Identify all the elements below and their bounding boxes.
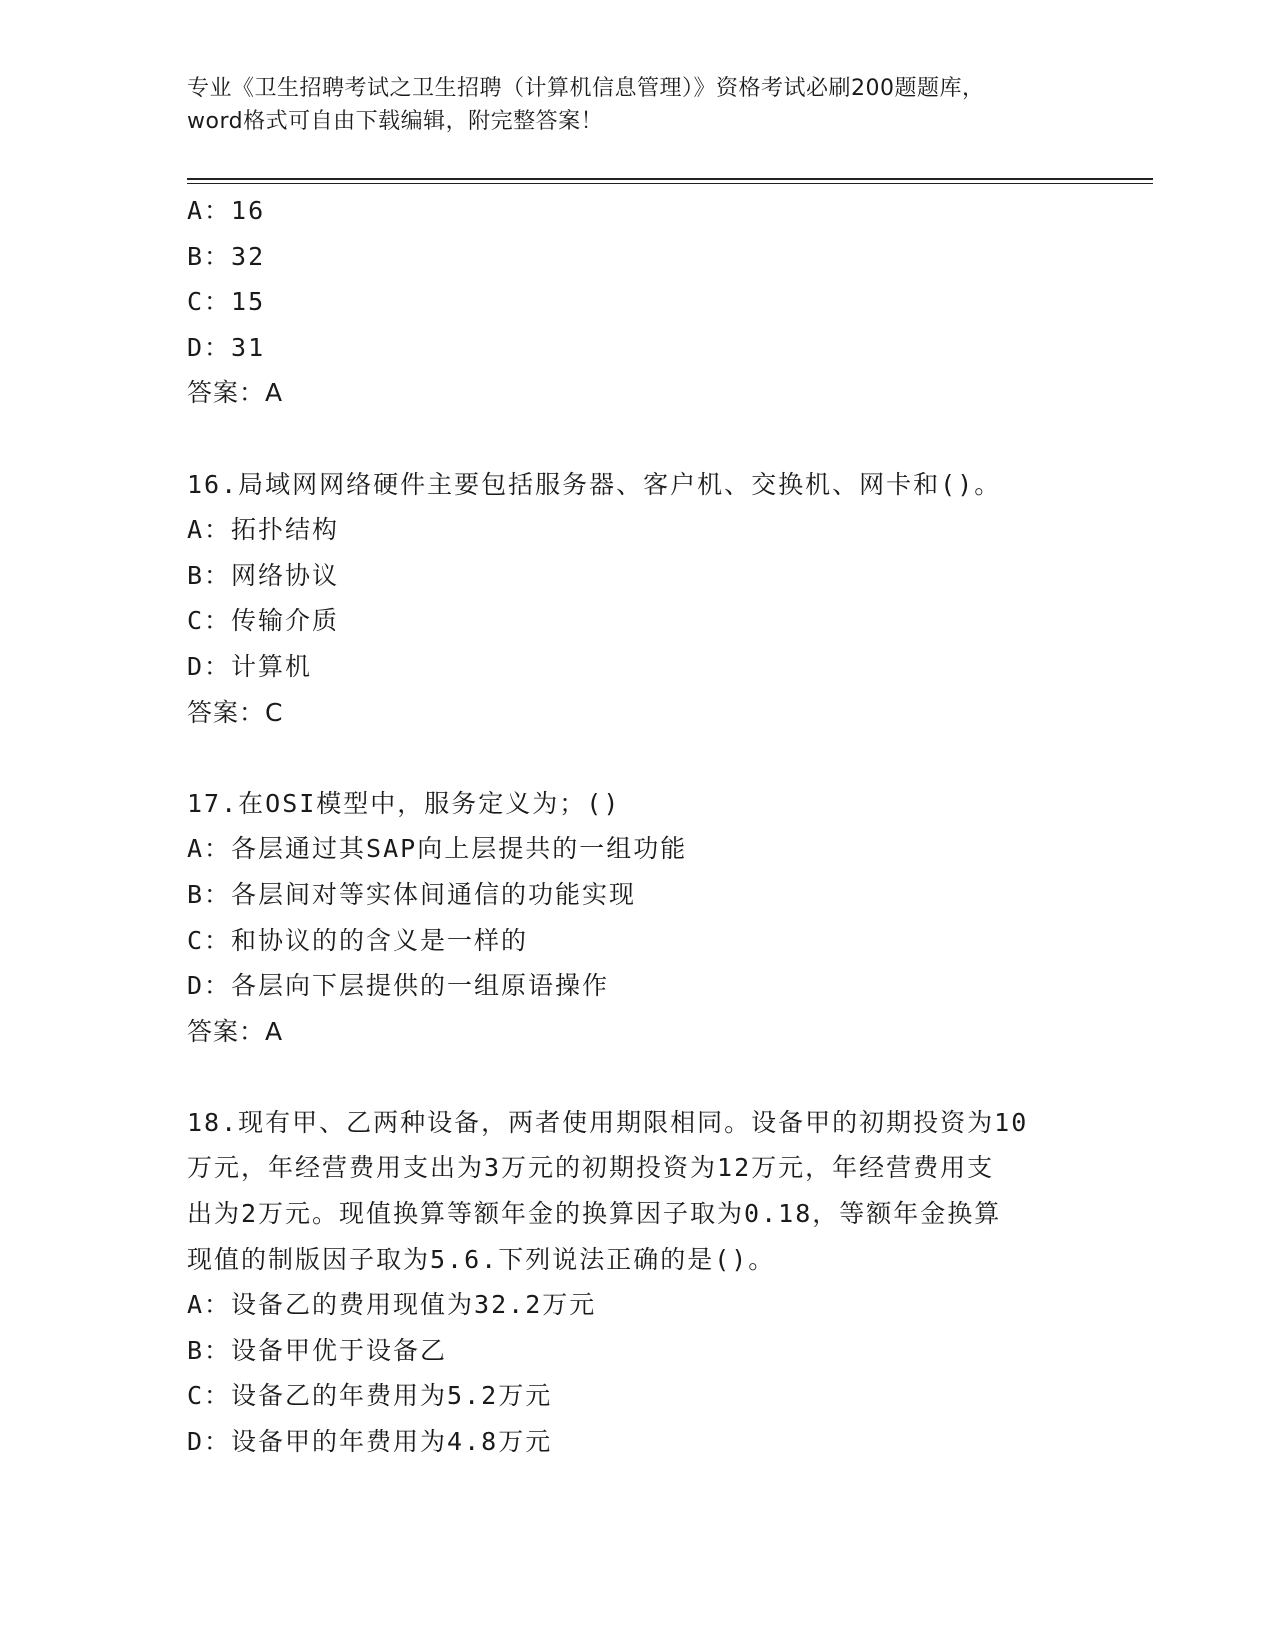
- option-c: C：和协议的的含义是一样的: [187, 925, 529, 955]
- question-block-15: [187, 188, 1087, 416]
- header-divider-thin: [187, 183, 1153, 184]
- question-text-line-4: 现值的制版因子取为5.6.下列说法正确的是()。: [187, 1244, 776, 1274]
- option-a: A：各层通过其SAP向上层提共的一组功能: [187, 834, 688, 864]
- question-stem: [187, 462, 1087, 508]
- question-text: 17.在OSI模型中，服务定义为；(): [187, 788, 621, 818]
- option-a: A：16: [187, 196, 266, 225]
- question-text-line-3: 出为2万元。现值换算等额年金的换算因子取为0.18，等额年金换算: [187, 1199, 1002, 1229]
- option-a: A：设备乙的费用现值为32.2万元: [187, 1290, 597, 1320]
- header-title-line-2: word格式可自由下载编辑，附完整答案！: [187, 109, 604, 134]
- header-title-line-1: 专业《卫生招聘考试之卫生招聘（计算机信息管理）》资格考试必刷200题题库，: [187, 76, 985, 101]
- option-c: C：传输介质: [187, 606, 340, 636]
- option-d: D：计算机: [187, 651, 313, 681]
- question-text-line-1: 18.现有甲、乙两种设备，两者使用期限相同。设备甲的初期投资为10: [187, 1107, 1029, 1137]
- question-text: 16.局域网网络硬件主要包括服务器、客户机、交换机、网卡和()。: [187, 469, 1002, 499]
- option-b: B：32: [187, 241, 266, 271]
- question-stem: [187, 1100, 1087, 1282]
- option-b: B：网络协议: [187, 560, 340, 590]
- document-header: [187, 72, 1087, 138]
- option-c: C：15: [187, 287, 266, 317]
- question-block-16: [187, 462, 1087, 736]
- answer-line: 答案：A: [187, 378, 284, 408]
- question-list: [187, 188, 1087, 1465]
- question-text-line-2: 万元，年经营费用支出为3万元的初期投资为12万元，年经营费用支: [187, 1153, 995, 1183]
- block-spacer: [187, 416, 1087, 462]
- question-block-17: [187, 781, 1087, 1055]
- option-d: D：各层向下层提供的一组原语操作: [187, 971, 610, 1001]
- option-d: D：31: [187, 332, 266, 362]
- option-b: B：各层间对等实体间通信的功能实现: [187, 879, 637, 909]
- option-b: B：设备甲优于设备乙: [187, 1335, 448, 1365]
- question-block-18: [187, 1100, 1087, 1465]
- header-divider-thick: [187, 178, 1153, 180]
- answer-line: 答案：A: [187, 1016, 284, 1046]
- block-spacer: [187, 1054, 1087, 1100]
- answer-line: 答案：C: [187, 697, 284, 727]
- option-a: A：拓扑结构: [187, 515, 340, 545]
- question-stem: [187, 781, 1087, 827]
- block-spacer: [187, 735, 1087, 781]
- option-c: C：设备乙的年费用为5.2万元: [187, 1381, 553, 1411]
- option-d: D：设备甲的年费用为4.8万元: [187, 1427, 553, 1457]
